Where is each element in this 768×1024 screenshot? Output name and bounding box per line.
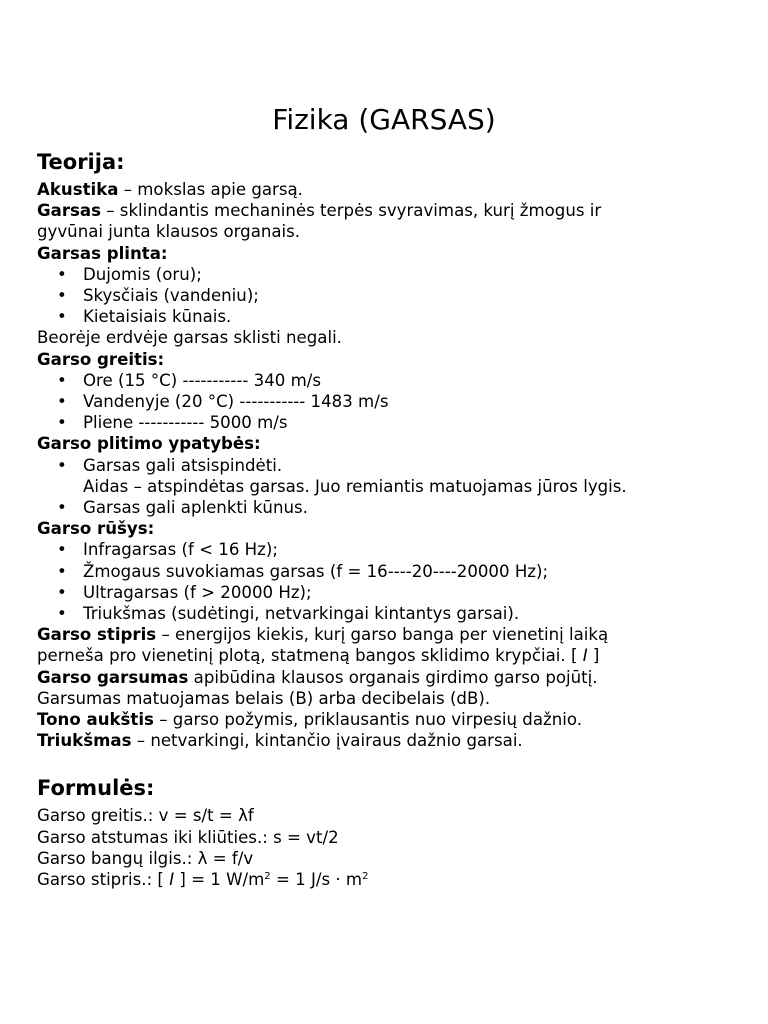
formula-speed: Garso greitis.: v = s/t = λf [37, 806, 254, 826]
list-item-text: Skysčiais (vandeniu); [83, 286, 259, 306]
plinta-heading: Garsas plinta: [37, 243, 168, 263]
akustika-definition [37, 179, 737, 200]
list-item [37, 582, 737, 603]
list-item-text: Garsas gali atsispindėti. [83, 455, 283, 475]
exponent: 2 [264, 871, 271, 883]
tono-definition [37, 709, 737, 730]
intensity-symbol: I [582, 646, 588, 666]
rusys-heading: Garso rūšys: [37, 519, 155, 539]
bullet-icon: • [57, 286, 67, 306]
formula-wavelength: Garso bangų ilgis.: λ = f/v [37, 848, 254, 868]
bullet-icon: • [57, 370, 67, 390]
formula-distance: Garso atstumas iki kliūties.: s = vt/2 [37, 827, 339, 847]
bullet-icon: • [57, 392, 67, 412]
formula-intensity-mid2: = 1 J/s · m [270, 870, 363, 890]
list-item-text: Ultragarsas (f > 20000 Hz); [83, 582, 312, 602]
tono-text: – garso požymis, priklausantis nuo virpesių dažnio. [153, 710, 582, 730]
vacuum-note: Beorėje erdvėje garsas sklisti negali. [37, 328, 342, 348]
bullet-icon: • [57, 455, 67, 475]
triuksmas-term: Triukšmas [37, 731, 132, 751]
list-item [37, 264, 737, 285]
bullet-icon: • [57, 561, 67, 581]
triuksmas-definition [37, 730, 737, 751]
exponent: 2 [362, 871, 369, 883]
list-item [37, 285, 737, 306]
garsas-definition-cont: gyvūnai junta klausos organais. [37, 222, 301, 242]
list-item-text: Garsas gali aplenkti kūnus. [83, 498, 308, 518]
stipris-text-post: ] [587, 646, 600, 666]
list-item-text: Kietaisiais kūnais. [83, 307, 232, 327]
garsas-term: Garsas [37, 201, 101, 221]
stipris-definition-cont [37, 645, 737, 666]
list-item [37, 497, 737, 518]
list-item [37, 539, 737, 560]
list-item-continuation: Aidas – atspindėtas garsas. Juo remiantis matuojamas jūros lygis. [83, 476, 627, 496]
akustika-term: Akustika [37, 180, 119, 199]
formula-intensity-pre: Garso stipris.: [ [37, 870, 170, 890]
garsumas-definition [37, 667, 737, 688]
list-item [37, 306, 737, 327]
theory-heading: Teorija: [37, 150, 125, 174]
list-item [37, 455, 737, 476]
list-item [37, 412, 737, 433]
akustika-text: – mokslas apie garsą. [118, 180, 303, 199]
bullet-icon: • [57, 498, 67, 518]
list-item-text: Vandenyje (20 °C) ----------- 1483 m/s [83, 392, 389, 412]
list-item-text: Infragarsas (f < 16 Hz); [83, 540, 278, 560]
section-spacer [37, 751, 737, 772]
list-item [37, 391, 737, 412]
garsas-text: – sklindantis mechaninės terpės svyravimas, kurį žmogus ir [100, 201, 602, 221]
list-item-text: Pliene ----------- 5000 m/s [83, 413, 288, 433]
ypatybes-heading: Garso plitimo ypatybės: [37, 434, 261, 454]
list-item-text: Dujomis (oru); [83, 264, 202, 284]
document-body [37, 146, 737, 890]
bullet-icon: • [57, 307, 67, 327]
bullet-icon: • [57, 413, 67, 433]
stipris-text: – energijos kiekis, kurį garso banga per vienetinį laiką [156, 625, 609, 645]
formula-intensity-mid: ] = 1 W/m [174, 870, 265, 890]
list-item-text: Triukšmas (sudėtingi, netvarkingai kintantys garsai). [83, 604, 520, 624]
list-item [37, 561, 737, 582]
garsumas-definition-cont: Garsumas matuojamas belais (B) arba decibelais (dB). [37, 688, 491, 708]
page-title: Fizika (GARSAS) [272, 103, 496, 136]
bullet-icon: • [57, 264, 67, 284]
formula-intensity [37, 869, 737, 890]
stipris-term: Garso stipris [37, 625, 157, 645]
list-item [37, 603, 737, 624]
greitis-heading: Garso greitis: [37, 349, 165, 369]
formulas-heading: Formulės: [37, 776, 155, 801]
stipris-definition [37, 624, 737, 645]
bullet-icon: • [57, 582, 67, 602]
intensity-symbol: I [169, 870, 175, 890]
list-item-text: Ore (15 °C) ----------- 340 m/s [83, 370, 321, 390]
triuksmas-text: – netvarkingi, kintančio įvairaus dažnio garsai. [131, 731, 523, 751]
bullet-icon: • [57, 604, 67, 624]
garsas-definition [37, 200, 737, 221]
stipris-text-pre: perneša pro vienetinį plotą, statmeną bangos sklidimo krypčiai. [ [37, 646, 583, 666]
bullet-icon: • [57, 540, 67, 560]
list-item [37, 370, 737, 391]
garsumas-text: apibūdina klausos organais girdimo garso pojūtį. [188, 667, 598, 687]
garsumas-term: Garso garsumas [37, 667, 189, 687]
tono-term: Tono aukštis [37, 710, 154, 730]
list-item-text: Žmogaus suvokiamas garsas (f = 16----20----20000 Hz); [83, 561, 549, 581]
